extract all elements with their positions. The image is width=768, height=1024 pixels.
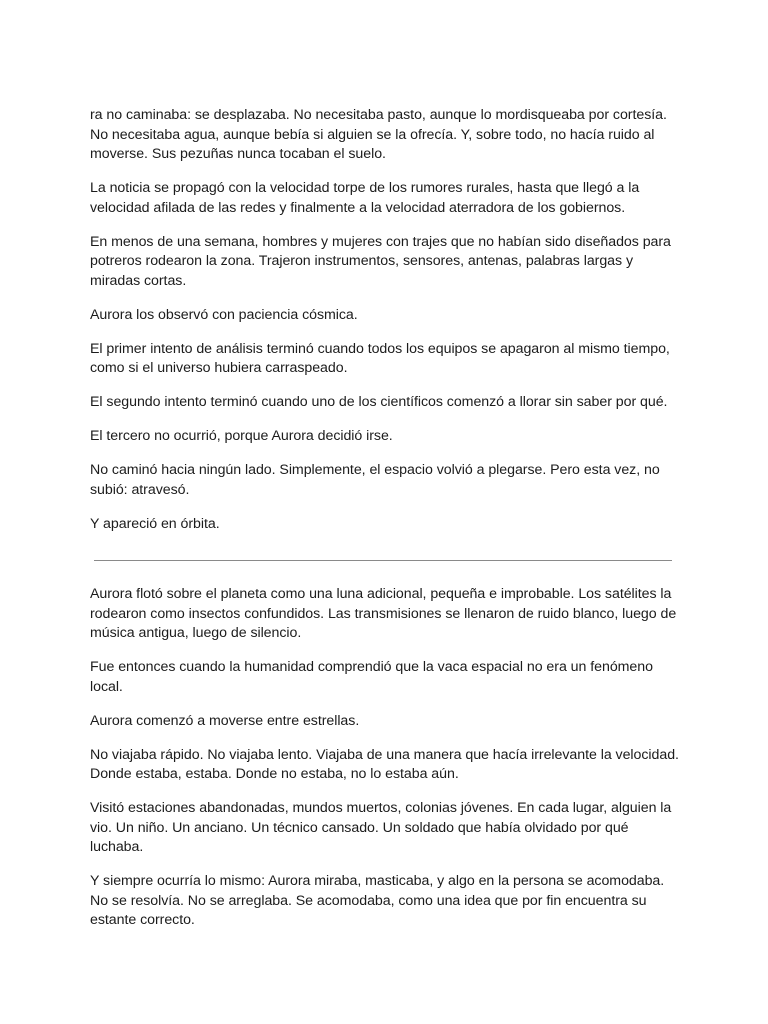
paragraph: Aurora flotó sobre el planeta como una luna adicional, pequeña e improbable. Los satélites la rodearon como insectos confundidos. Las transmisiones se llenaron de ruido blanco, luego de música antigua, luego de silencio. <box>90 586 677 641</box>
section-divider <box>94 560 672 561</box>
paragraph: Aurora comenzó a moverse entre estrellas. <box>90 712 360 729</box>
paragraph: La noticia se propagó con la velocidad torpe de los rumores rurales, hasta que llegó a la velocidad afilada de las redes y finalmente a la velocidad aterradora de los gobiernos. <box>90 180 640 216</box>
paragraph: El primer intento de análisis terminó cuando todos los equipos se apagaron al mismo tiempo, como si el universo hubiera carraspeado. <box>90 340 670 376</box>
paragraph: Fue entonces cuando la humanidad comprendió que la vaca espacial no era un fenómeno local. <box>90 659 653 695</box>
document-page <box>90 106 680 945</box>
paragraph: Y siempre ocurría lo mismo: Aurora miraba, masticaba, y algo en la persona se acomodaba. No se resolvía. No se arreglaba. Se acomodaba, como una idea que por fin encuentra su estante correcto. <box>90 873 665 928</box>
paragraph: El tercero no ocurrió, porque Aurora decidió irse. <box>90 428 393 444</box>
paragraph: En menos de una semana, hombres y mujeres con trajes que no habían sido diseñados para potreros rodearon la zona. Trajeron instrumentos, sensores, antenas, palabras largas y miradas cortas. <box>90 233 671 289</box>
paragraph: Y apareció en órbita. <box>90 515 220 532</box>
paragraph: El segundo intento terminó cuando uno de los científicos comenzó a llorar sin saber por qué. <box>90 394 668 410</box>
paragraph: Visitó estaciones abandonadas, mundos muertos, colonias jóvenes. En cada lugar, alguien la vio. Un niño. Un anciano. Un técnico cansado. Un soldado que había olvidado por qué luchaba. <box>90 800 672 855</box>
paragraph: No caminó hacia ningún lado. Simplemente, el espacio volvió a plegarse. Pero esta vez, no subió: atravesó. <box>90 462 660 498</box>
paragraph: No viajaba rápido. No viajaba lento. Viajaba de una manera que hacía irrelevante la velocidad. Donde estaba, estaba. Donde no estaba, no lo estaba aún. <box>90 746 679 782</box>
paragraph: ra no caminaba: se desplazaba. No necesitaba pasto, aunque lo mordisqueaba por cortesía. No necesitaba agua, aunque bebía si alguien se la ofrecía. Y, sobre todo, no hacía ruido al moverse. Sus pezuñas nunca tocaban el suelo. <box>90 107 667 162</box>
paragraph: Aurora los observó con paciencia cósmica. <box>90 306 358 323</box>
